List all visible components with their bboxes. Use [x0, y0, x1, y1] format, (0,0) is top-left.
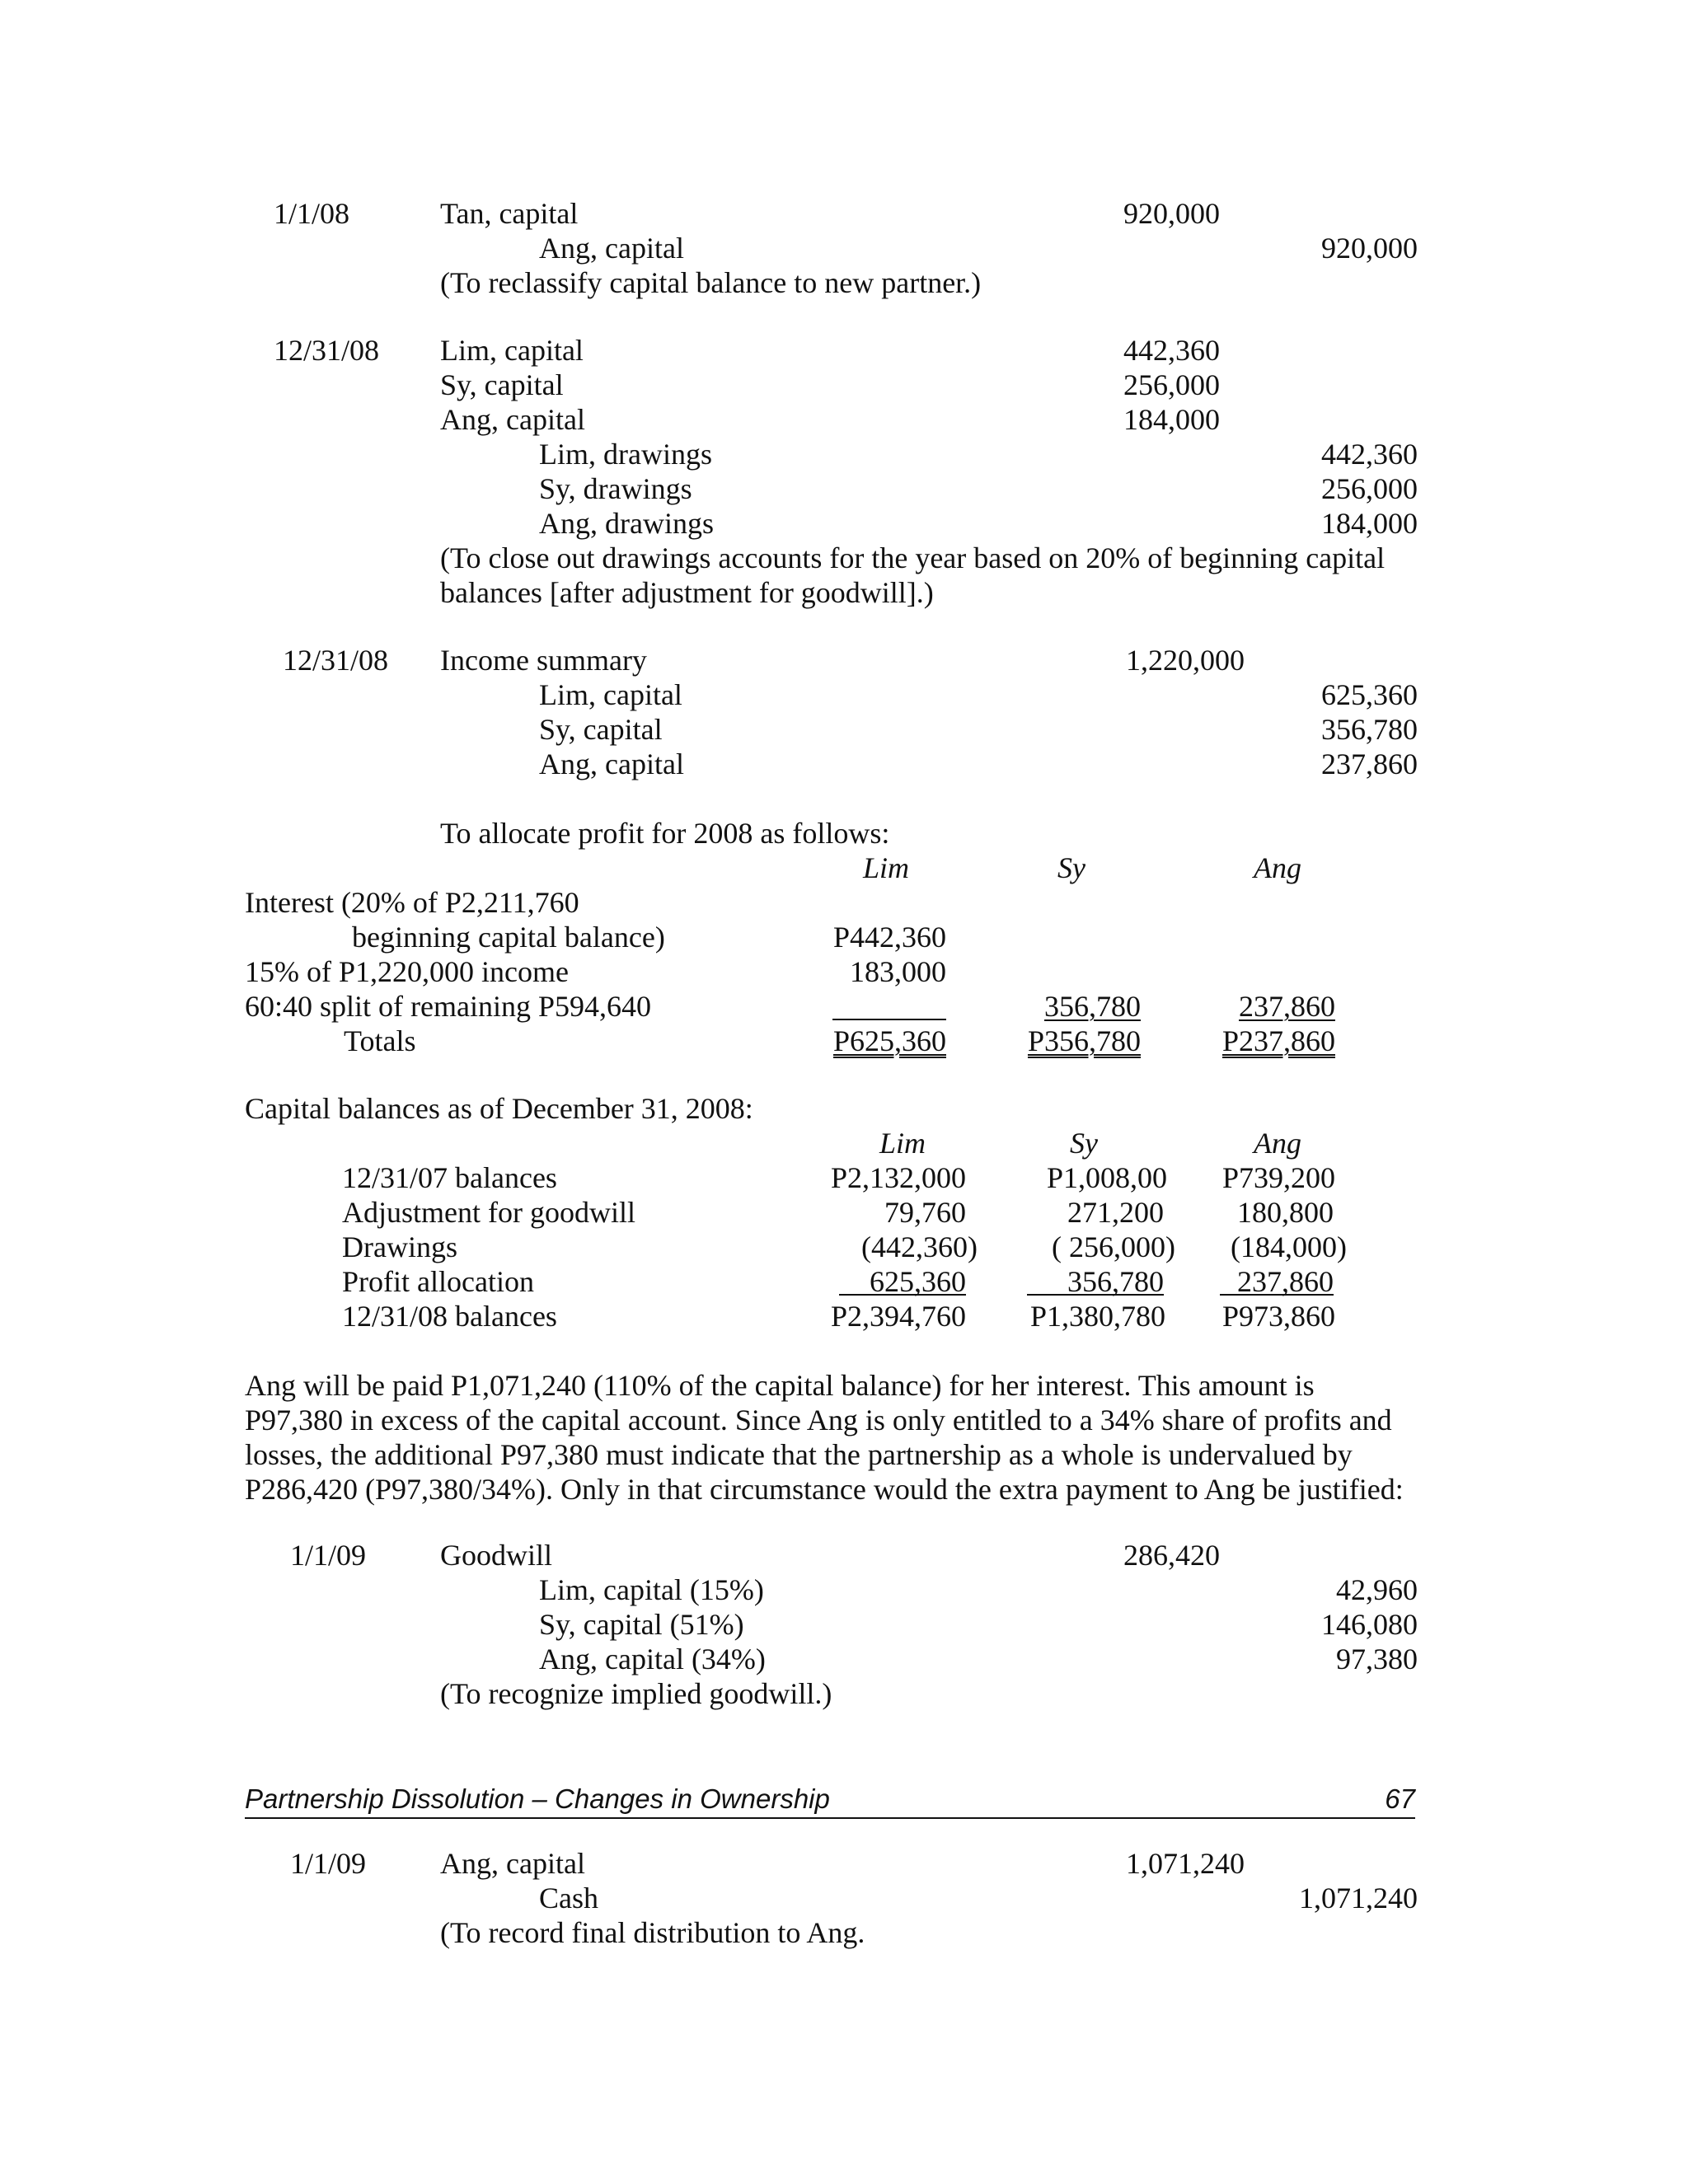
- credit-account: Sy, capital (51%): [539, 1608, 744, 1641]
- amount-ang: P973,860: [1221, 1300, 1335, 1333]
- row-label: 12/31/07 balances: [342, 1161, 557, 1194]
- credit-account: Ang, drawings: [539, 507, 714, 540]
- credit-account: Cash: [539, 1882, 598, 1915]
- credit-amount: 237,860: [1321, 748, 1418, 780]
- credit-account: Sy, capital: [539, 713, 663, 746]
- entry-explanation-line-1: (To close out drawings accounts for the year based on 20% of beginning capital: [440, 541, 1386, 574]
- paragraph-line: Ang will be paid P1,071,240 (110% of the capital balance) for her interest. This amount is: [245, 1369, 1315, 1402]
- debit-amount: 184,000: [1123, 403, 1220, 436]
- row-label: 15% of P1,220,000 income: [245, 955, 569, 988]
- amount-lim: (442,360): [861, 1230, 978, 1263]
- debit-account: Ang, capital: [440, 1847, 585, 1880]
- entry-date: 1/1/08: [274, 197, 350, 230]
- entry-date: 12/31/08: [274, 334, 380, 367]
- amount-sy: 356,780: [1067, 1265, 1164, 1298]
- amount-ang: 237,860: [1239, 990, 1335, 1023]
- debit-amount: 1,071,240: [1126, 1847, 1245, 1880]
- allocation-intro: To allocate profit for 2008 as follows:: [440, 817, 890, 850]
- row-label: 60:40 split of remaining P594,640: [245, 990, 651, 1023]
- credit-amount: 920,000: [1321, 232, 1418, 265]
- debit-amount: 1,220,000: [1126, 644, 1245, 677]
- credit-amount: 184,000: [1321, 507, 1418, 540]
- entry-date: 1/1/09: [290, 1847, 367, 1880]
- credit-amount: 356,780: [1321, 713, 1418, 746]
- total-ang: P237,860: [1221, 1024, 1335, 1057]
- column-header-lim: Lim: [879, 1127, 926, 1160]
- debit-account: Ang, capital: [440, 403, 585, 436]
- credit-amount: 442,360: [1321, 438, 1418, 471]
- credit-amount: 1,071,240: [1299, 1882, 1418, 1915]
- credit-account: Ang, capital: [539, 748, 684, 780]
- debit-amount: 256,000: [1123, 368, 1220, 401]
- row-label: Adjustment for goodwill: [342, 1196, 635, 1229]
- row-label: beginning capital balance): [352, 921, 665, 954]
- credit-account: Lim, drawings: [539, 438, 712, 471]
- column-header-lim: Lim: [862, 851, 910, 884]
- amount-ang: 180,800: [1237, 1196, 1334, 1229]
- row-label: 12/31/08 balances: [342, 1300, 557, 1333]
- amount-sy: 356,780: [1044, 990, 1141, 1023]
- total-sy: P356,780: [1027, 1024, 1141, 1057]
- debit-account: Income summary: [440, 644, 647, 677]
- amount-sy: P1,008,00: [1046, 1161, 1167, 1194]
- amount-lim: 79,760: [884, 1196, 966, 1229]
- credit-amount: 625,360: [1321, 678, 1418, 711]
- amount-ang: 237,860: [1237, 1265, 1334, 1298]
- credit-account: Ang, capital: [539, 232, 684, 265]
- debit-account: Goodwill: [440, 1539, 553, 1572]
- debit-amount: 286,420: [1123, 1539, 1220, 1572]
- paragraph-line: losses, the additional P97,380 must indicate that the partnership as a whole is undervalued by: [245, 1438, 1353, 1471]
- paragraph-line: P97,380 in excess of the capital account. Since Ang is only entitled to a 34% share of profits and: [245, 1404, 1392, 1436]
- debit-account: Tan, capital: [440, 197, 579, 230]
- amount-sy: 271,200: [1067, 1196, 1164, 1229]
- paragraph-line: P286,420 (P97,380/34%). Only in that circumstance would the extra payment to Ang be justified:: [245, 1473, 1404, 1506]
- amount-lim: P2,132,000: [830, 1161, 966, 1194]
- amount-lim: P2,394,760: [830, 1300, 966, 1333]
- entry-explanation-line-2: balances [after adjustment for goodwill].): [440, 576, 934, 609]
- entry-date: 12/31/08: [283, 644, 389, 677]
- footer-title: Partnership Dissolution – Changes in Ownership: [245, 1783, 830, 1814]
- blank-underline: [832, 1019, 946, 1020]
- amount-sy: P1,380,780: [1029, 1300, 1165, 1333]
- column-header-sy: Sy: [1057, 851, 1085, 884]
- credit-amount: 256,000: [1321, 472, 1418, 505]
- column-header-ang: Ang: [1254, 1127, 1301, 1160]
- amount-ang: P739,200: [1221, 1161, 1335, 1194]
- credit-account: Lim, capital (15%): [539, 1573, 764, 1606]
- debit-amount: 920,000: [1123, 197, 1220, 230]
- entry-explanation: (To recognize implied goodwill.): [440, 1677, 832, 1710]
- credit-amount: 42,960: [1336, 1573, 1418, 1606]
- credit-account: Ang, capital (34%): [539, 1643, 766, 1675]
- amount-ang: (184,000): [1231, 1230, 1347, 1263]
- credit-amount: 97,380: [1336, 1643, 1418, 1675]
- page-number: 67: [1385, 1783, 1415, 1814]
- schedule-title: Capital balances as of December 31, 2008:: [245, 1092, 753, 1125]
- amount-sy: ( 256,000): [1052, 1230, 1175, 1263]
- credit-account: Lim, capital: [539, 678, 682, 711]
- credit-account: Sy, drawings: [539, 472, 692, 505]
- debit-account: Lim, capital: [440, 334, 584, 367]
- row-label: Drawings: [342, 1230, 457, 1263]
- row-label: Profit allocation: [342, 1265, 534, 1298]
- totals-label: Totals: [344, 1024, 416, 1057]
- total-lim: P625,360: [832, 1024, 946, 1057]
- amount-lim: 625,360: [870, 1265, 966, 1298]
- page-footer: [245, 1781, 1415, 1819]
- debit-amount: 442,360: [1123, 334, 1220, 367]
- column-header-sy: Sy: [1070, 1127, 1098, 1160]
- debit-account: Sy, capital: [440, 368, 564, 401]
- amount-lim: P442,360: [832, 921, 946, 954]
- column-header-ang: Ang: [1254, 851, 1301, 884]
- credit-amount: 146,080: [1321, 1608, 1418, 1641]
- entry-explanation: (To reclassify capital balance to new partner.): [440, 266, 982, 299]
- entry-date: 1/1/09: [290, 1539, 367, 1572]
- entry-explanation: (To record final distribution to Ang.: [440, 1916, 865, 1949]
- amount-lim: 183,000: [850, 955, 946, 988]
- row-label: Interest (20% of P2,211,760: [245, 886, 579, 919]
